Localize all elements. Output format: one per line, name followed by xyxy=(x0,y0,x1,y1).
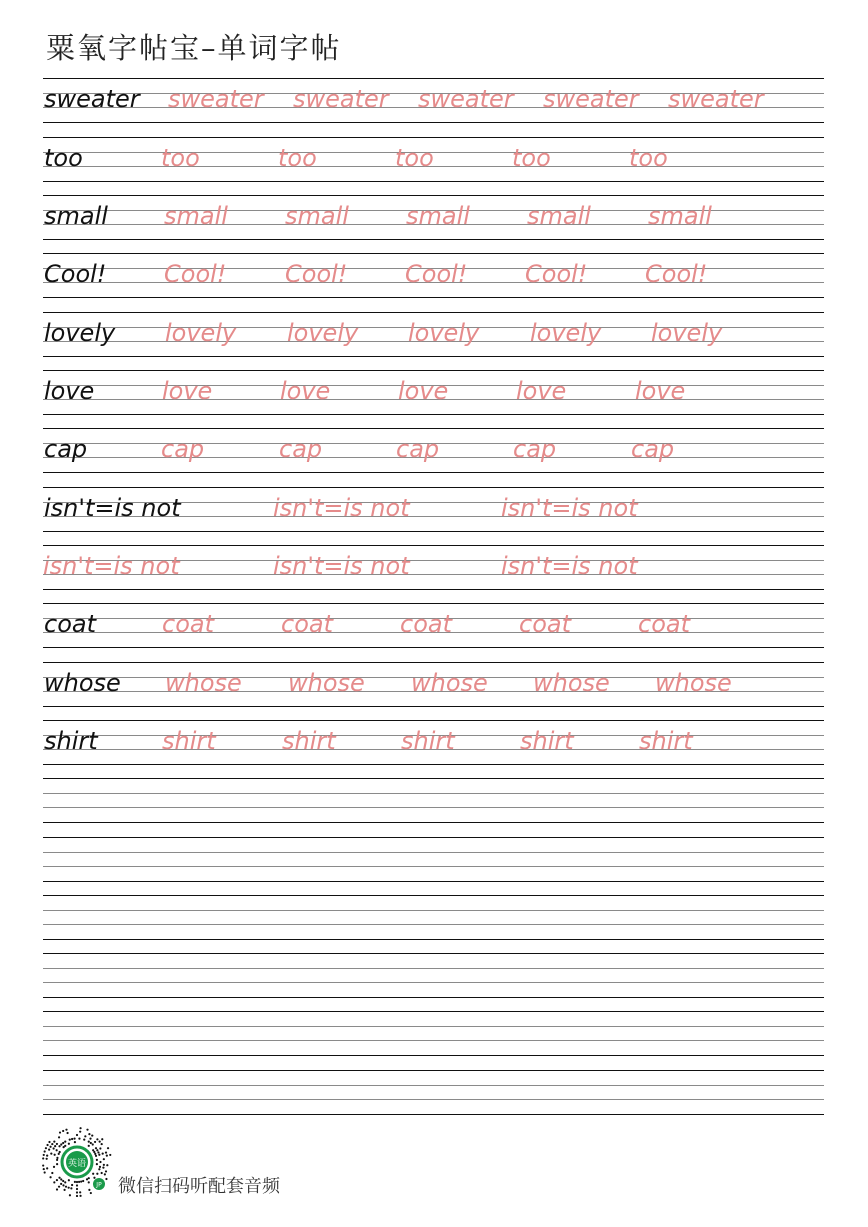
model-word: sweater xyxy=(44,85,140,113)
trace-word: Cool! xyxy=(405,260,468,288)
trace-word: small xyxy=(164,202,228,230)
rule-line xyxy=(43,78,824,79)
guide-line xyxy=(43,982,824,983)
model-word: too xyxy=(44,144,83,172)
rule-line xyxy=(43,837,824,838)
trace-word: cap xyxy=(279,435,323,463)
rule-line xyxy=(43,312,824,313)
rule-line xyxy=(43,370,824,371)
trace-word: love xyxy=(635,377,686,405)
guide-line xyxy=(43,793,824,794)
rule-line xyxy=(43,603,824,604)
trace-word: whose xyxy=(288,669,365,697)
page-title: 粟氧字帖宝–单词字帖 xyxy=(46,31,342,65)
trace-word: coat xyxy=(281,610,333,638)
trace-word: isn't=is not xyxy=(501,552,638,580)
rule-line xyxy=(43,720,824,721)
trace-word: lovely xyxy=(408,319,480,347)
rule-line xyxy=(43,1114,824,1115)
model-word: isn't=is not xyxy=(44,494,181,522)
trace-word: coat xyxy=(519,610,571,638)
trace-word: whose xyxy=(655,669,732,697)
trace-word: small xyxy=(527,202,591,230)
trace-word: love xyxy=(162,377,213,405)
rule-line xyxy=(43,895,824,896)
rule-line xyxy=(43,778,824,779)
rule-line xyxy=(43,472,824,473)
trace-word: shirt xyxy=(162,727,216,755)
trace-word: small xyxy=(406,202,470,230)
trace-word: too xyxy=(278,144,317,172)
model-word: shirt xyxy=(44,727,98,755)
rule-line xyxy=(43,1055,824,1056)
trace-word: sweater xyxy=(293,85,389,113)
rule-line xyxy=(43,953,824,954)
rule-line xyxy=(43,137,824,138)
rule-line xyxy=(43,822,824,823)
rule-line xyxy=(43,195,824,196)
rule-line xyxy=(43,939,824,940)
trace-word: shirt xyxy=(520,727,574,755)
trace-word: small xyxy=(285,202,349,230)
trace-word: coat xyxy=(400,610,452,638)
trace-word: cap xyxy=(161,435,205,463)
guide-line xyxy=(43,968,824,969)
model-word: lovely xyxy=(44,319,116,347)
rule-line xyxy=(43,356,824,357)
trace-word: cap xyxy=(631,435,675,463)
trace-word: lovely xyxy=(287,319,359,347)
rule-line xyxy=(43,881,824,882)
trace-word: whose xyxy=(165,669,242,697)
rule-line xyxy=(43,764,824,765)
trace-word: lovely xyxy=(530,319,602,347)
rule-line xyxy=(43,181,824,182)
rule-line xyxy=(43,239,824,240)
rule-line xyxy=(43,414,824,415)
trace-word: isn't=is not xyxy=(501,494,638,522)
trace-word: shirt xyxy=(639,727,693,755)
rule-line xyxy=(43,662,824,663)
trace-word: too xyxy=(161,144,200,172)
trace-word: cap xyxy=(513,435,557,463)
trace-word: coat xyxy=(638,610,690,638)
rule-line xyxy=(43,647,824,648)
trace-word: too xyxy=(395,144,434,172)
trace-word: love xyxy=(398,377,449,405)
rule-line xyxy=(43,589,824,590)
rule-line xyxy=(43,1070,824,1071)
guide-line xyxy=(43,1085,824,1086)
rule-line xyxy=(43,122,824,123)
trace-word: Cool! xyxy=(164,260,227,288)
rule-line xyxy=(43,428,824,429)
model-word: small xyxy=(44,202,108,230)
trace-word: whose xyxy=(411,669,488,697)
trace-word: sweater xyxy=(668,85,764,113)
rule-line xyxy=(43,1011,824,1012)
model-word: whose xyxy=(44,669,121,697)
trace-word: sweater xyxy=(168,85,264,113)
trace-word: Cool! xyxy=(645,260,708,288)
guide-line xyxy=(43,852,824,853)
trace-word: cap xyxy=(396,435,440,463)
trace-word: isn't=is not xyxy=(273,494,410,522)
trace-word: coat xyxy=(162,610,214,638)
rule-line xyxy=(43,531,824,532)
trace-word: sweater xyxy=(543,85,639,113)
trace-word: shirt xyxy=(282,727,336,755)
rule-line xyxy=(43,997,824,998)
trace-word: Cool! xyxy=(285,260,348,288)
guide-line xyxy=(43,1026,824,1027)
rule-line xyxy=(43,706,824,707)
trace-word: love xyxy=(516,377,567,405)
guide-line xyxy=(43,1099,824,1100)
guide-line xyxy=(43,910,824,911)
model-word: love xyxy=(44,377,95,405)
trace-word: lovely xyxy=(165,319,237,347)
trace-word: shirt xyxy=(401,727,455,755)
rule-line xyxy=(43,545,824,546)
trace-word: too xyxy=(629,144,668,172)
qr-corner-text: JP xyxy=(96,1181,102,1189)
guide-line xyxy=(43,866,824,867)
model-word: coat xyxy=(44,610,96,638)
footer-caption: 微信扫码听配套音频 xyxy=(118,1176,280,1197)
trace-word: isn't=is not xyxy=(43,552,180,580)
trace-word: small xyxy=(648,202,712,230)
rule-line xyxy=(43,297,824,298)
trace-word: sweater xyxy=(418,85,514,113)
qr-code xyxy=(42,1127,112,1197)
guide-line xyxy=(43,924,824,925)
trace-word: whose xyxy=(533,669,610,697)
trace-word: too xyxy=(512,144,551,172)
model-word: cap xyxy=(44,435,88,463)
trace-word: love xyxy=(280,377,331,405)
trace-word: isn't=is not xyxy=(273,552,410,580)
trace-word: Cool! xyxy=(525,260,588,288)
trace-word: lovely xyxy=(651,319,723,347)
guide-line xyxy=(43,1040,824,1041)
qr-badge-text: 英语 xyxy=(67,1159,87,1169)
guide-line xyxy=(43,807,824,808)
rule-line xyxy=(43,487,824,488)
rule-line xyxy=(43,253,824,254)
model-word: Cool! xyxy=(44,260,107,288)
